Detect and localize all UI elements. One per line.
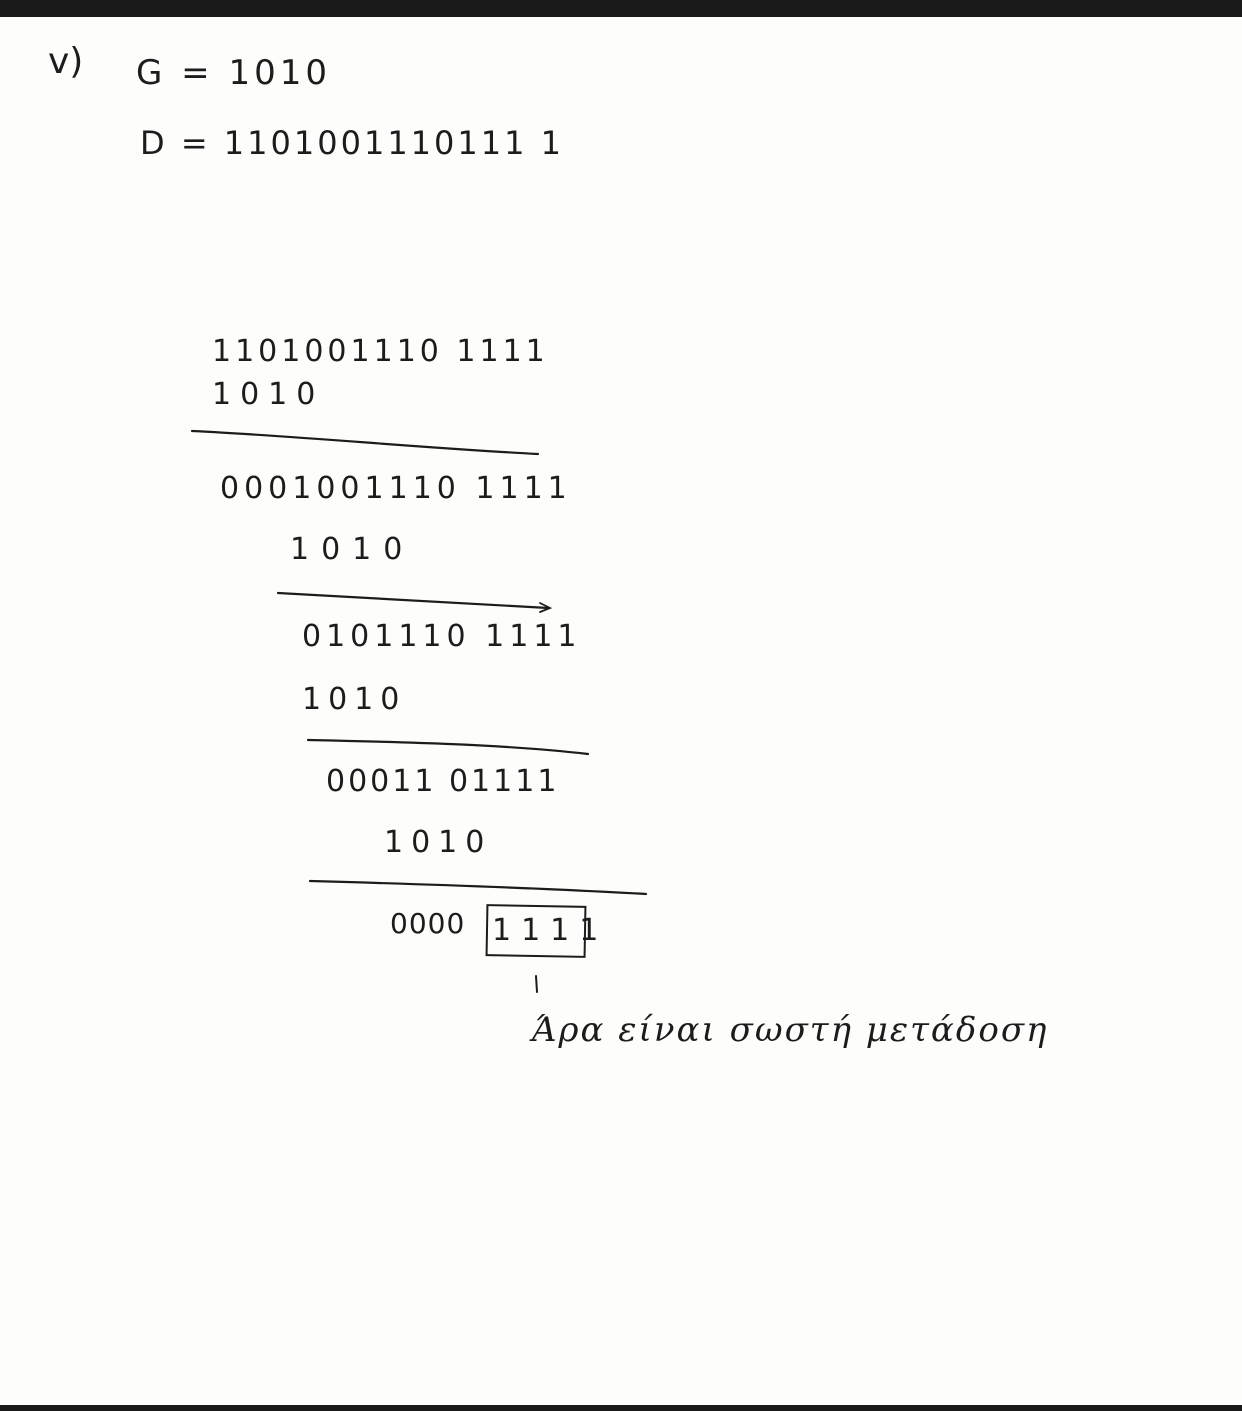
divisor-step-4: 1010 bbox=[384, 825, 493, 860]
divisor-step-3: 1010 bbox=[302, 682, 407, 717]
remainder-value: 1111 bbox=[492, 913, 609, 948]
dividend-step-2: 0001001110 1111 bbox=[220, 471, 572, 506]
generator-polynomial: G = 1010 bbox=[136, 53, 331, 93]
division-rule-3 bbox=[308, 740, 588, 754]
dividend-step-1: 1101001110 1111 bbox=[212, 334, 549, 369]
conclusion-pointer bbox=[536, 976, 537, 992]
divisor-step-1: 1010 bbox=[212, 377, 325, 412]
bottom-border bbox=[0, 1405, 1242, 1411]
division-rule-2 bbox=[278, 593, 548, 608]
result-zeros: 0000 bbox=[390, 907, 466, 940]
conclusion-text: Άρα είναι σωστή μετάδοση bbox=[532, 1010, 1049, 1050]
data-bits: D = 1101001110111 1 bbox=[140, 124, 564, 162]
division-rule-4 bbox=[310, 881, 646, 894]
dividend-step-4: 00011 01111 bbox=[326, 764, 560, 799]
divisor-step-2: 1010 bbox=[290, 532, 415, 567]
dividend-step-3: 0101110 1111 bbox=[302, 619, 582, 654]
item-label: v) bbox=[48, 41, 84, 82]
division-rule-1 bbox=[192, 431, 538, 454]
